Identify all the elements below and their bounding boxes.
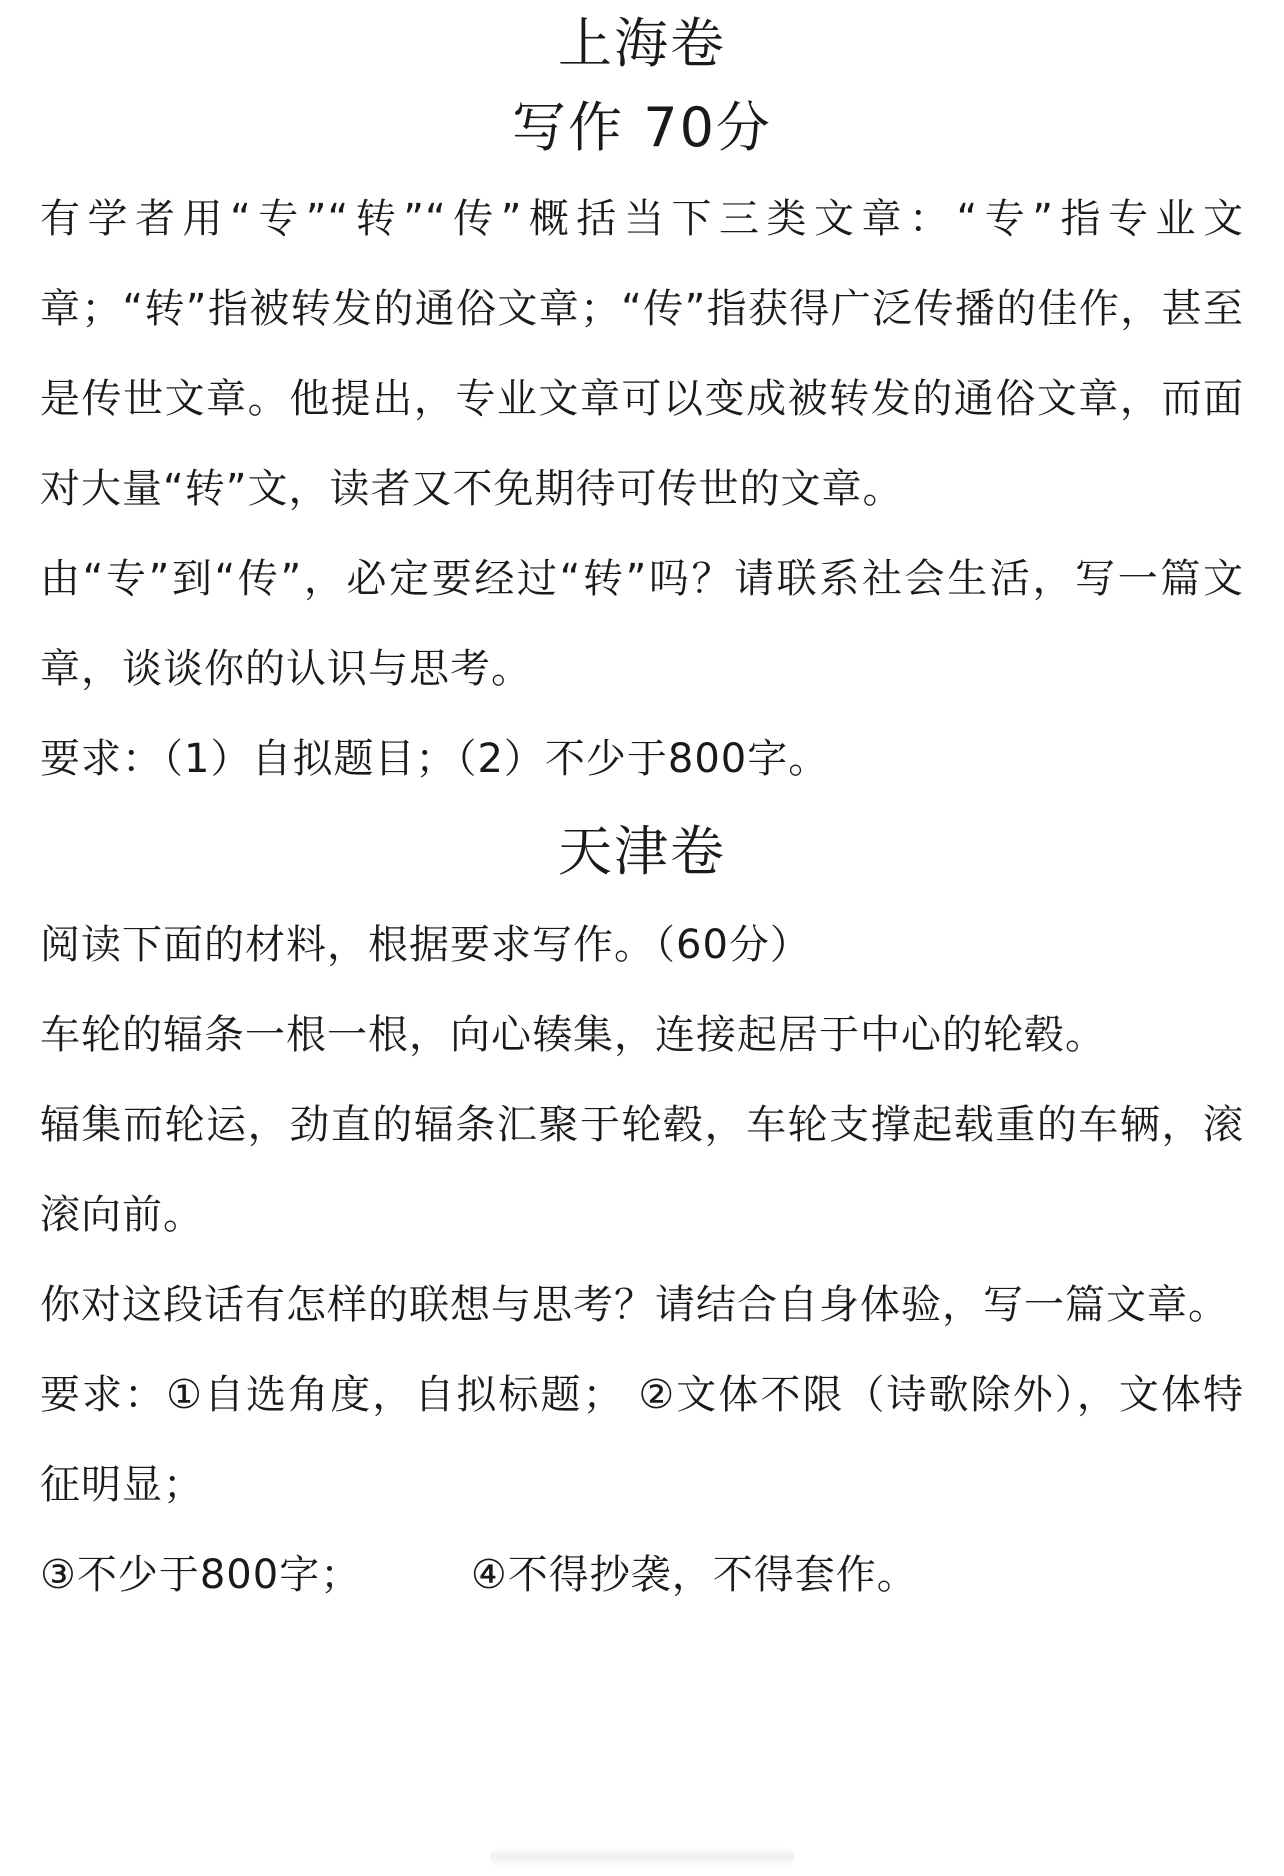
- tianjin-material-2: 辐集而轮运，劲直的辐条汇聚于轮毂，车轮支撑起载重的车辆，滚滚向前。: [40, 1102, 1244, 1238]
- shanghai-subheading: 写作 70分: [512, 96, 772, 159]
- shanghai-material: 有学者用“专”“转”“传”概括当下三类文章：“专”指专业文章；“转”指被转发的通俗文章；“传”指获得广泛传播的佳作，甚至是传世文章。他提出，专业文章可以变成被转发的通俗文章，而面对大量“转”文，读者又不免期待可传世的文章。: [40, 196, 1244, 512]
- tianjin-prompt: 你对这段话有怎样的联想与思考？请结合自身体验，写一篇文章。: [40, 1282, 1229, 1328]
- tianjin-material-1: 车轮的辐条一根一根，向心辏集，连接起居于中心的轮毂。: [40, 1012, 1106, 1058]
- tianjin-requirement-2: ③不少于800字； ④不得抄袭，不得套作。: [40, 1552, 918, 1598]
- shanghai-requirement: 要求：（1）自拟题目；（2）不少于800字。: [40, 736, 830, 782]
- tianjin-heading: 天津卷: [558, 820, 726, 883]
- tianjin-requirement-1: 要求：①自选角度，自拟标题； ②文体不限（诗歌除外），文体特征明显；: [40, 1372, 1244, 1508]
- shanghai-heading: 上海卷: [558, 12, 726, 75]
- document-page: [40, 0, 1244, 1620]
- tianjin-instruction: 阅读下面的材料，根据要求写作。（60分）: [40, 922, 811, 968]
- shanghai-prompt: 由“专”到“传”，必定要经过“转”吗？请联系社会生活，写一篇文章，谈谈你的认识与思考。: [40, 556, 1244, 692]
- bottom-fade-divider: [490, 1846, 794, 1868]
